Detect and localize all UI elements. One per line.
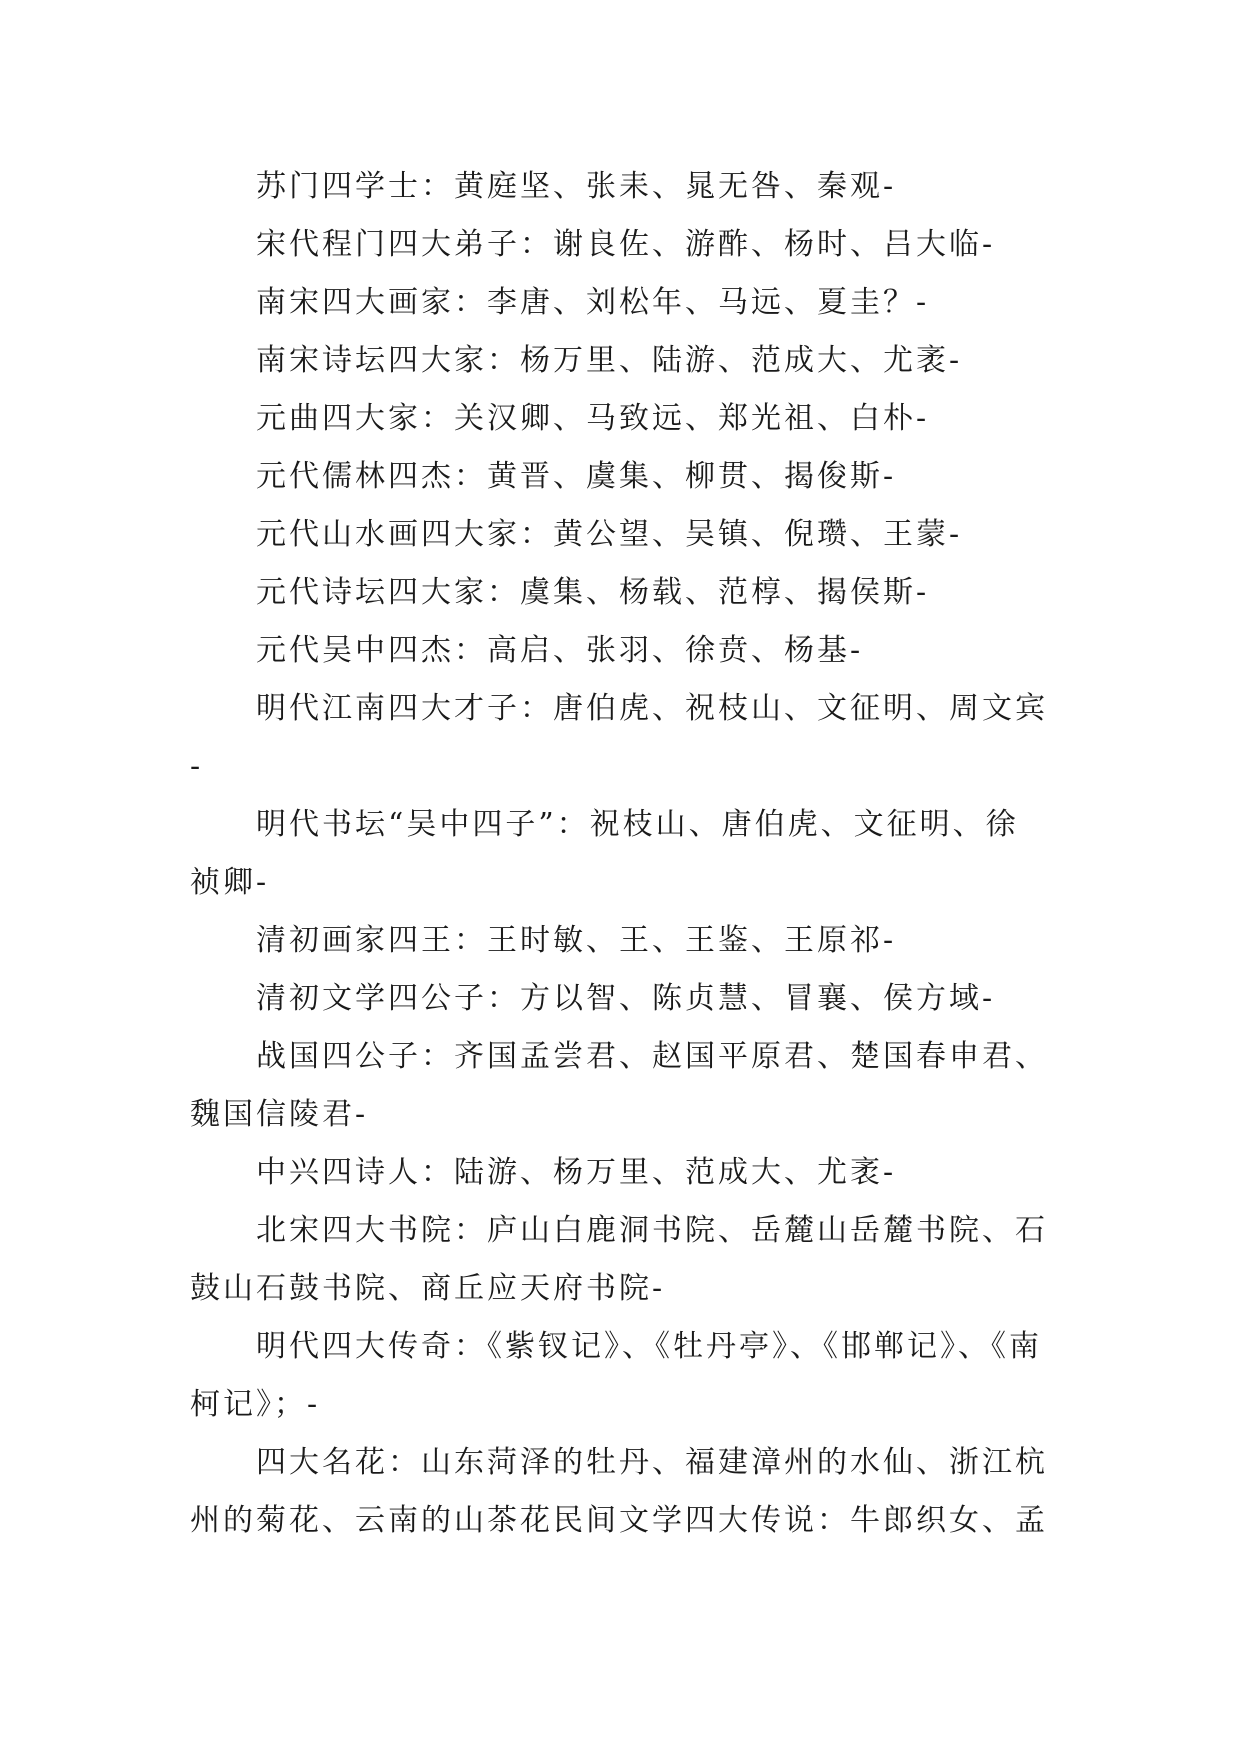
text-line: 四大名花：山东菏泽的牡丹、福建漳州的水仙、浙江杭 [256,1445,1048,1480]
text-line: 元代儒林四杰：黄晋、虞集、柳贯、揭俊斯- [256,459,897,494]
text-line: 清初文学四公子：方以智、陈贞慧、冒襄、侯方域- [256,981,996,1016]
text-line: 南宋四大画家：李唐、刘松年、马远、夏圭？- [256,285,930,320]
text-line: 元代诗坛四大家：虞集、杨载、范椁、揭侯斯- [256,575,930,610]
text-line: 宋代程门四大弟子：谢良佐、游酢、杨时、吕大临- [256,227,996,262]
text-line: 州的菊花、云南的山茶花民间文学四大传说：牛郎织女、孟 [190,1503,1048,1538]
text-line: 元代山水画四大家：黄公望、吴镇、倪瓒、王蒙- [256,517,963,552]
text-line: 北宋四大书院：庐山白鹿洞书院、岳麓山岳麓书院、石 [256,1213,1048,1248]
text-line: 元代吴中四杰：高启、张羽、徐贲、杨基- [256,633,864,668]
text-line: 明代书坛“吴中四子”：祝枝山、唐伯虎、文征明、徐 [256,807,1019,842]
text-line: - [190,749,204,784]
text-line: 苏门四学士：黄庭坚、张耒、晁无咎、秦观- [256,169,897,204]
document-body [190,158,1070,1550]
text-line: 清初画家四王：王时敏、王、王鉴、王原祁- [256,923,897,958]
text-line: 鼓山石鼓书院、商丘应天府书院- [190,1271,666,1306]
text-line: 明代四大传奇：《紫钗记》、《牡丹亭》、《邯郸记》、《南 [256,1329,1042,1364]
text-line: 战国四公子：齐国孟尝君、赵国平原君、楚国春申君、 [256,1039,1048,1074]
text-line: 南宋诗坛四大家：杨万里、陆游、范成大、尤袤- [256,343,963,378]
text-line: 中兴四诗人：陆游、杨万里、范成大、尤袤- [256,1155,897,1190]
text-line: 魏国信陵君- [190,1097,369,1132]
text-line: 明代江南四大才子：唐伯虎、祝枝山、文征明、周文宾 [256,691,1048,726]
text-line: 元曲四大家：关汉卿、马致远、郑光祖、白朴- [256,401,930,436]
text-line: 祯卿- [190,865,270,900]
text-line: 柯记》；- [190,1387,321,1422]
